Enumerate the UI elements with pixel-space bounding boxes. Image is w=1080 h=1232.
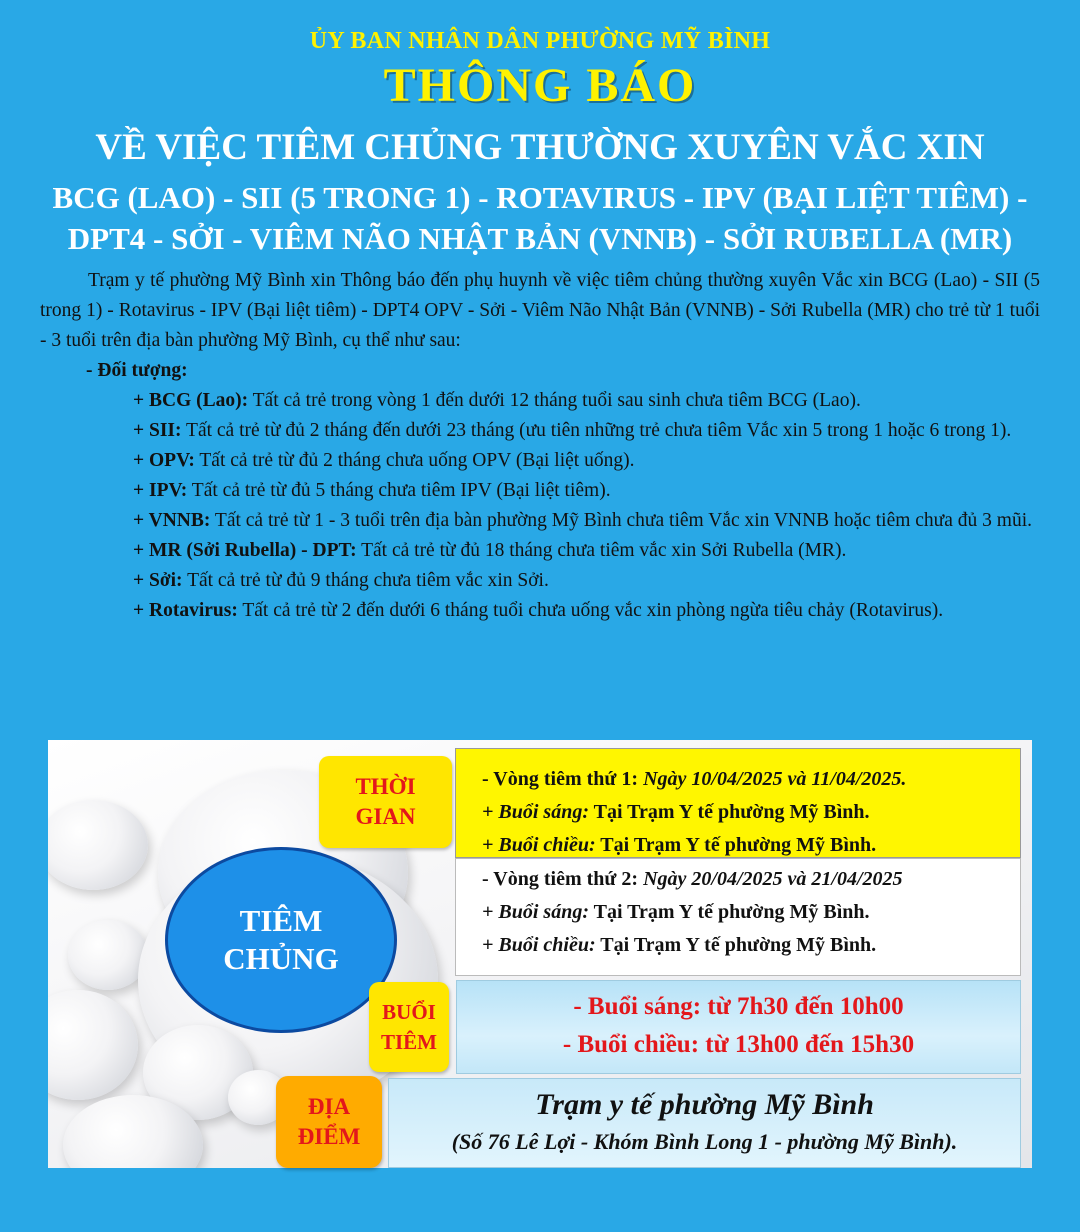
object-label: + SII:	[133, 420, 182, 441]
place-label-line-1: ĐỊA	[307, 1094, 351, 1119]
notice-subtitle-3: DPT4 - SỞI - VIÊM NÃO NHẬT BẢN (VNNB) - SỞI RUBELLA (MR)	[67, 221, 1013, 256]
session-label-line-1: BUỔI	[382, 1000, 436, 1024]
round-2-title	[482, 863, 1020, 896]
round-2-afternoon-label: + Buổi chiều:	[482, 934, 596, 956]
object-label: + IPV:	[133, 480, 188, 501]
session-hours-box	[456, 980, 1021, 1074]
objects-heading: - Đối tượng:	[86, 360, 188, 381]
afternoon-hours: - Buổi chiều: từ 13h00 đến 15h30	[562, 1031, 915, 1058]
object-label: + VNNB:	[133, 510, 211, 531]
round-2-prefix: - Vòng tiêm thứ 2:	[482, 868, 644, 890]
place-address: (Số 76 Lê Lợi - Khóm Bình Long 1 - phường Mỹ Bình).	[451, 1129, 958, 1154]
object-item-vnnb	[40, 506, 1040, 536]
object-label: + MR (Sởi Rubella) - DPT:	[133, 540, 357, 561]
place-box	[388, 1078, 1021, 1168]
round-1-morning-label: + Buổi sáng:	[482, 801, 589, 823]
object-item-bcg	[40, 386, 1040, 416]
object-text: Tất cả trẻ từ đủ 9 tháng chưa tiêm vắc xin Sởi.	[182, 570, 549, 591]
object-label: + BCG (Lao):	[133, 390, 249, 411]
session-label	[369, 982, 449, 1072]
object-text: Tất cả trẻ từ đủ 18 tháng chưa tiêm vắc xin Sởi Rubella (MR).	[356, 540, 847, 561]
object-text: Tất cả trẻ trong vòng 1 đến dưới 12 tháng tuổi sau sinh chưa tiêm BCG (Lao).	[248, 390, 861, 411]
round-1-title	[482, 763, 1020, 796]
intro-paragraph: Trạm y tế phường Mỹ Bình xin Thông báo đến phụ huynh về việc tiêm chủng thường xuyên Vắc xin BCG (Lao) - SII (5 trong 1) - Rotavirus - IPV (Bại liệt tiêm) - DPT4 OPV - Sởi - Viêm Não Nhật Bản (VNNB) - Sởi Rubella (MR) cho trẻ từ 1 tuổi - 3 tuổi trên địa bàn phường Mỹ Bình, cụ thể như sau:	[40, 270, 1040, 351]
object-label: + OPV:	[133, 450, 195, 471]
place-name: Trạm y tế phường Mỹ Bình	[535, 1088, 874, 1121]
round-2-afternoon	[482, 929, 1020, 962]
round-1-box	[455, 748, 1021, 858]
time-label	[319, 756, 452, 848]
object-text: Tất cả trẻ từ đủ 2 tháng đến dưới 23 tháng (ưu tiên những trẻ chưa tiêm Vắc xin 5 trong 1 hoặc 6 trong 1).	[181, 420, 1012, 441]
notice-title: THÔNG BÁO	[383, 59, 697, 112]
place-label	[276, 1076, 382, 1168]
object-text: Tất cả trẻ từ 2 đến dưới 6 tháng tuổi chưa uống vắc xin phòng ngừa tiêu chảy (Rotavirus).	[237, 600, 944, 621]
round-1-morning-text: Tại Trạm Y tế phường Mỹ Bình.	[588, 801, 870, 823]
morning-hours: - Buổi sáng: từ 7h30 đến 10h00	[573, 993, 904, 1020]
place-label-line-2: ĐIỂM	[297, 1124, 361, 1149]
organization-name: ỦY BAN NHÂN DÂN PHƯỜNG MỸ BÌNH	[309, 28, 771, 54]
notice-subtitle-1: VỀ VIỆC TIÊM CHỦNG THƯỜNG XUYÊN VẮC XIN	[95, 127, 985, 168]
session-label-line-2: TIÊM	[380, 1030, 437, 1054]
object-text: Tất cả trẻ từ đủ 2 tháng chưa uống OPV (Bại liệt uống).	[194, 450, 635, 471]
time-label-line-1: THỜI	[355, 774, 416, 799]
notice-body	[40, 266, 1040, 626]
notice-subtitle-2: BCG (LAO) - SII (5 TRONG 1) - ROTAVIRUS - IPV (BẠI LIỆT TIÊM) -	[52, 180, 1028, 215]
circle-text-line-2: CHỦNG	[223, 941, 339, 976]
object-text: Tất cả trẻ từ đủ 5 tháng chưa tiêm IPV (Bại liệt tiêm).	[187, 480, 611, 501]
object-item-soi	[40, 566, 1040, 596]
circle-text-line-1: TIÊM	[239, 903, 323, 938]
round-2-morning	[482, 896, 1020, 929]
round-1-afternoon-text: Tại Trạm Y tế phường Mỹ Bình.	[595, 834, 877, 856]
object-item-rotavirus	[40, 596, 1040, 626]
decorative-plate	[68, 920, 148, 990]
object-item-opv	[40, 446, 1040, 476]
decorative-plate	[48, 990, 138, 1100]
decorative-plate	[48, 800, 148, 890]
round-2-dates: Ngày 20/04/2025 và 21/04/2025	[643, 868, 903, 890]
round-1-morning	[482, 796, 1020, 829]
round-1-prefix: - Vòng tiêm thứ 1:	[482, 768, 644, 790]
object-item-mr	[40, 536, 1040, 566]
object-item-sii	[40, 416, 1040, 446]
object-label: + Rotavirus:	[133, 600, 238, 621]
round-2-morning-text: Tại Trạm Y tế phường Mỹ Bình.	[588, 901, 870, 923]
object-text: Tất cả trẻ từ 1 - 3 tuổi trên địa bàn phường Mỹ Bình chưa tiêm Vắc xin VNNB hoặc tiêm chưa đủ 3 mũi.	[210, 510, 1032, 531]
round-1-dates: Ngày 10/04/2025 và 11/04/2025.	[643, 768, 907, 790]
round-2-afternoon-text: Tại Trạm Y tế phường Mỹ Bình.	[595, 934, 877, 956]
round-2-box	[455, 858, 1021, 976]
vaccination-circle	[165, 847, 397, 1033]
round-1-afternoon-label: + Buổi chiều:	[482, 834, 596, 856]
round-2-morning-label: + Buổi sáng:	[482, 901, 589, 923]
object-item-ipv	[40, 476, 1040, 506]
time-label-line-2: GIAN	[355, 804, 416, 829]
object-label: + Sởi:	[133, 570, 183, 591]
